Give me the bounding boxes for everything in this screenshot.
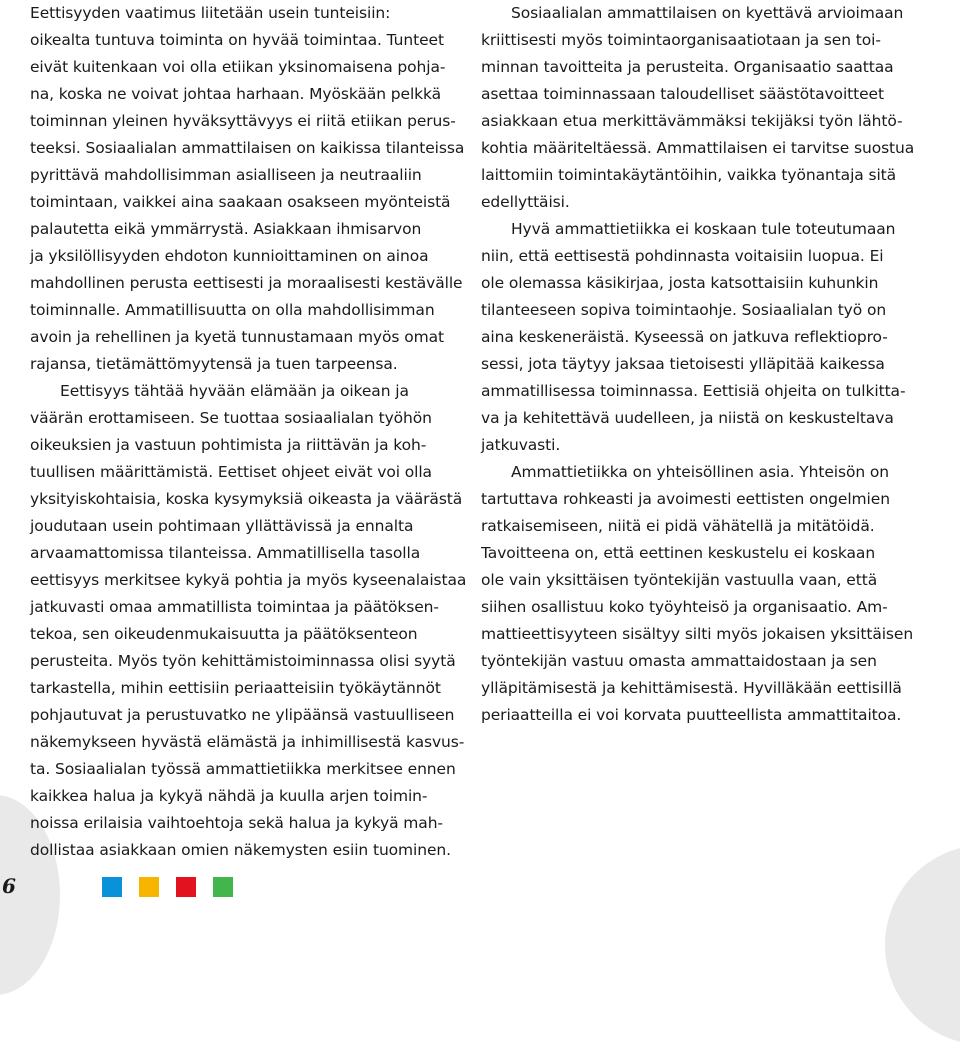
- text-line: palautetta eikä ymmärrystä. Asiakkaan ihmisarvon: [30, 220, 422, 238]
- paragraph-first-line: Eettisyys tähtää hyvään elämään ja oikean ja: [60, 382, 409, 400]
- text-line: siihen osallistuu koko työyhteisö ja organisaatio. Am-: [481, 598, 888, 616]
- text-line: teeksi. Sosiaalialan ammattilaisen on kaikissa tilanteissa: [30, 139, 465, 157]
- text-line: ole olemassa käsikirjaa, josta katsottaisiin kuhunkin: [481, 274, 879, 292]
- text-line: aina keskeneräistä. Kyseessä on jatkuva reflektiopro-: [481, 328, 888, 346]
- color-squares-decoration: [102, 877, 250, 897]
- text-line: Tavoitteena on, että eettinen keskustelu ei koskaan: [481, 544, 876, 562]
- text-line: pyrittävä mahdollisimman asialliseen ja neutraaliin: [30, 166, 422, 184]
- red-square: [176, 877, 196, 897]
- text-line: ylläpitämisestä ja kehittämisestä. Hyvilläkään eettisillä: [481, 679, 902, 697]
- blue-square: [102, 877, 122, 897]
- text-line: ole vain yksittäisen työntekijän vastuulla vaan, että: [481, 571, 878, 589]
- text-line: oikeuksien ja vastuun pohtimista ja riittävän ja koh-: [30, 436, 427, 454]
- text-line: perusteita. Myös työn kehittämistoiminnassa olisi syytä: [30, 652, 456, 670]
- text-line: kohtia määriteltäessä. Ammattilaisen ei tarvitse suostua: [481, 139, 915, 157]
- text-line: tilanteeseen sopiva toimintaohje. Sosiaalialan työ on: [481, 301, 887, 319]
- text-line: tekoa, sen oikeudenmukaisuutta ja päätöksenteon: [30, 625, 418, 643]
- text-line: tartuttava rohkeasti ja avoimesti eettisten ongelmien: [481, 490, 890, 508]
- left-text-column: [30, 0, 467, 864]
- text-line: ta. Sosiaalialan työssä ammattietiikka merkitsee ennen: [30, 760, 456, 778]
- text-line: työntekijän vastuu omasta ammattaidostaan ja sen: [481, 652, 877, 670]
- corner-decoration-right: [885, 845, 960, 1045]
- green-square: [213, 877, 233, 897]
- text-line: avoin ja rehellinen ja kyetä tunnustamaan myös omat: [30, 328, 444, 346]
- text-line: jatkuvasti omaa ammatillista toimintaa ja päätöksen-: [30, 598, 439, 616]
- text-line: edellyttäisi.: [481, 193, 570, 211]
- text-line: tuullisen määrittämistä. Eettiset ohjeet eivät voi olla: [30, 463, 432, 481]
- paragraph-first-line: Hyvä ammattietiikka ei koskaan tule toteutumaan: [511, 220, 896, 238]
- text-line: periaatteilla ei voi korvata puutteellista ammattitaitoa.: [481, 706, 902, 724]
- text-line: laittomiin toimintakäytäntöihin, vaikka työnantaja sitä: [481, 166, 897, 184]
- text-line: ratkaisemiseen, niitä ei pidä vähätellä ja mitätöidä.: [481, 517, 875, 535]
- text-line: va ja kehitettävä uudelleen, ja niistä on keskusteltava: [481, 409, 894, 427]
- text-line: ja yksilöllisyyden ehdoton kunnioittaminen on ainoa: [30, 247, 429, 265]
- text-line: niin, että eettisestä pohdinnasta voitaisiin luopua. Ei: [481, 247, 884, 265]
- text-line: eettisyys merkitsee kykyä pohtia ja myös kyseenalaistaa: [30, 571, 467, 589]
- text-line: jatkuvasti.: [481, 436, 561, 454]
- text-line: sessi, jota täytyy jaksaa tietoisesti ylläpitää kaikessa: [481, 355, 885, 373]
- text-line: kaikkea halua ja kykyä nähdä ja kuulla arjen toimin-: [30, 787, 428, 805]
- right-text-column: [481, 0, 921, 729]
- page-number: 6: [2, 874, 16, 898]
- text-line: minnan tavoitteita ja perusteita. Organisaatio saattaa: [481, 58, 894, 76]
- text-line: Eettisyyden vaatimus liitetään usein tunteisiin:: [30, 4, 391, 22]
- text-line: ammatillisessa toiminnassa. Eettisiä ohjeita on tulkitta-: [481, 382, 906, 400]
- text-line: väärän erottamiseen. Se tuottaa sosiaalialan työhön: [30, 409, 432, 427]
- text-line: na, koska ne voivat johtaa harhaan. Myöskään pelkkä: [30, 85, 442, 103]
- text-line: toimintaan, vaikkei aina saakaan osakseen myönteistä: [30, 193, 451, 211]
- text-line: toiminnalle. Ammatillisuutta on olla mahdollisimman: [30, 301, 435, 319]
- text-line: asettaa toiminnassaan taloudelliset säästötavoitteet: [481, 85, 884, 103]
- text-line: mahdollinen perusta eettisesti ja moraalisesti kestävälle: [30, 274, 463, 292]
- text-line: kriittisesti myös toimintaorganisaatiotaan ja sen toi-: [481, 31, 881, 49]
- text-line: pohjautuvat ja perustuvatko ne ylipäänsä vastuulliseen: [30, 706, 455, 724]
- text-line: oikealta tuntuva toiminta on hyvää toimintaa. Tunteet: [30, 31, 444, 49]
- text-line: mattieettisyyteen sisältyy silti myös jokaisen yksittäisen: [481, 625, 914, 643]
- text-line: eivät kuitenkaan voi olla etiikan yksinomaisena pohja-: [30, 58, 446, 76]
- text-line: asiakkaan etua merkittävämmäksi tekijäksi työn lähtö-: [481, 112, 903, 130]
- text-line: tarkastella, mihin eettisiin periaatteisiin työkäytännöt: [30, 679, 441, 697]
- text-line: yksityiskohtaisia, koska kysymyksiä oikeasta ja väärästä: [30, 490, 463, 508]
- paragraph-first-line: Ammattietiikka on yhteisöllinen asia. Yhteisön on: [511, 463, 889, 481]
- text-line: näkemykseen hyvästä elämästä ja inhimillisestä kasvus-: [30, 733, 465, 751]
- text-line: rajansa, tietämättömyytensä ja tuen tarpeensa.: [30, 355, 398, 373]
- text-line: arvaamattomissa tilanteissa. Ammatillisella tasolla: [30, 544, 421, 562]
- text-line: noissa erilaisia vaihtoehtoja sekä halua ja kykyä mah-: [30, 814, 443, 832]
- text-line: dollistaa asiakkaan omien näkemysten esiin tuominen.: [30, 841, 451, 859]
- text-line: toiminnan yleinen hyväksyttävyys ei riitä etiikan perus-: [30, 112, 456, 130]
- yellow-square: [139, 877, 159, 897]
- text-line: joudutaan usein pohtimaan yllättävissä ja ennalta: [30, 517, 414, 535]
- paragraph-first-line: Sosiaalialan ammattilaisen on kyettävä arvioimaan: [511, 4, 904, 22]
